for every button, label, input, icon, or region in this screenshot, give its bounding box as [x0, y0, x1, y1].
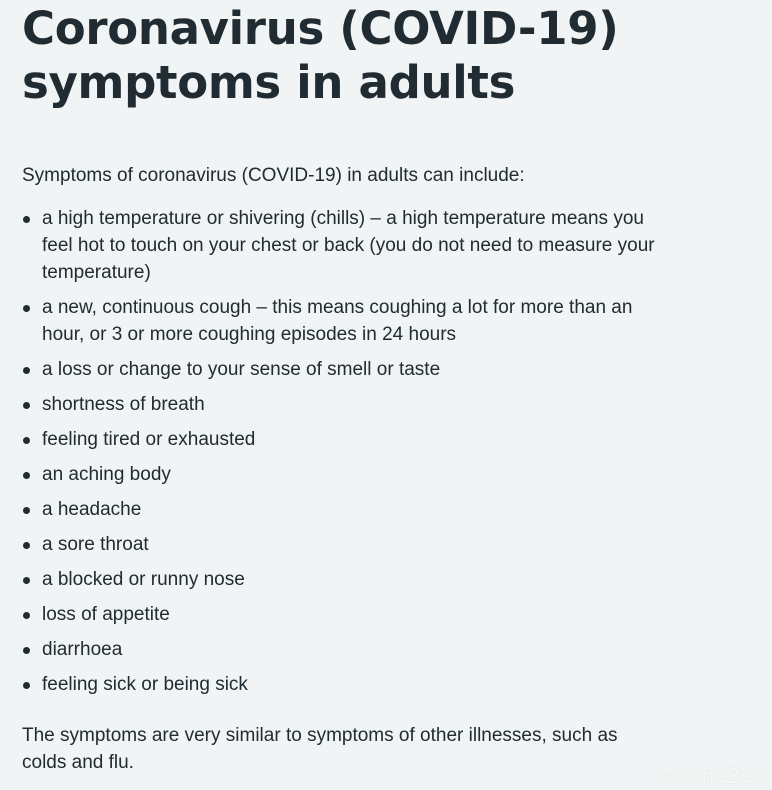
bullet-icon: [23, 507, 30, 514]
list-item: [22, 601, 662, 628]
list-item: [22, 294, 662, 348]
list-item-text: a loss or change to your sense of smell or taste: [42, 359, 441, 380]
list-item: [22, 426, 662, 453]
list-item-text: feeling sick or being sick: [42, 674, 248, 695]
symptom-list: [22, 205, 752, 698]
list-item: [22, 391, 662, 418]
bullet-icon: [23, 305, 30, 312]
bullet-icon: [23, 472, 30, 479]
list-item-text: a headache: [42, 499, 142, 520]
bullet-icon: [23, 612, 30, 619]
list-item: [22, 671, 662, 698]
bullet-icon: [23, 682, 30, 689]
list-item: [22, 636, 662, 663]
list-item-text: loss of appetite: [42, 604, 170, 625]
intro-text: Symptoms of coronavirus (COVID-19) in adults can include:: [22, 165, 525, 186]
list-item-text: shortness of breath: [42, 394, 205, 415]
bullet-icon: [23, 437, 30, 444]
list-item-text: a blocked or runny nose: [42, 569, 245, 590]
outro-text: The symptoms are very similar to symptoms of other illnesses, such as colds and flu.: [22, 725, 618, 773]
list-item: [22, 531, 662, 558]
bullet-icon: [23, 402, 30, 409]
list-item-text: a sore throat: [42, 534, 149, 555]
bullet-icon: [23, 647, 30, 654]
watermark-text: Chi na2uk: [661, 764, 766, 788]
bullet-icon: [23, 216, 30, 223]
content-area: [22, 0, 752, 776]
list-item-text: diarrhoea: [42, 639, 123, 660]
bullet-icon: [23, 542, 30, 549]
bullet-icon: [23, 367, 30, 374]
list-item-text: a new, continuous cough – this means coughing a lot for more than an hour, or 3 or more coughing episodes in 24 hours: [42, 297, 633, 345]
list-item: [22, 566, 662, 593]
page-title: Coronavirus (COVID-19) symptoms in adults: [22, 2, 619, 109]
bullet-icon: [23, 577, 30, 584]
list-item: [22, 461, 662, 488]
list-item: [22, 496, 662, 523]
list-item-text: feeling tired or exhausted: [42, 429, 256, 450]
list-item: [22, 356, 662, 383]
list-item-text: an aching body: [42, 464, 171, 485]
list-item: [22, 205, 662, 286]
list-item-text: a high temperature or shivering (chills) – a high temperature means you feel hot to touch on your chest or back (you do not need to measure your temperature): [42, 208, 655, 283]
